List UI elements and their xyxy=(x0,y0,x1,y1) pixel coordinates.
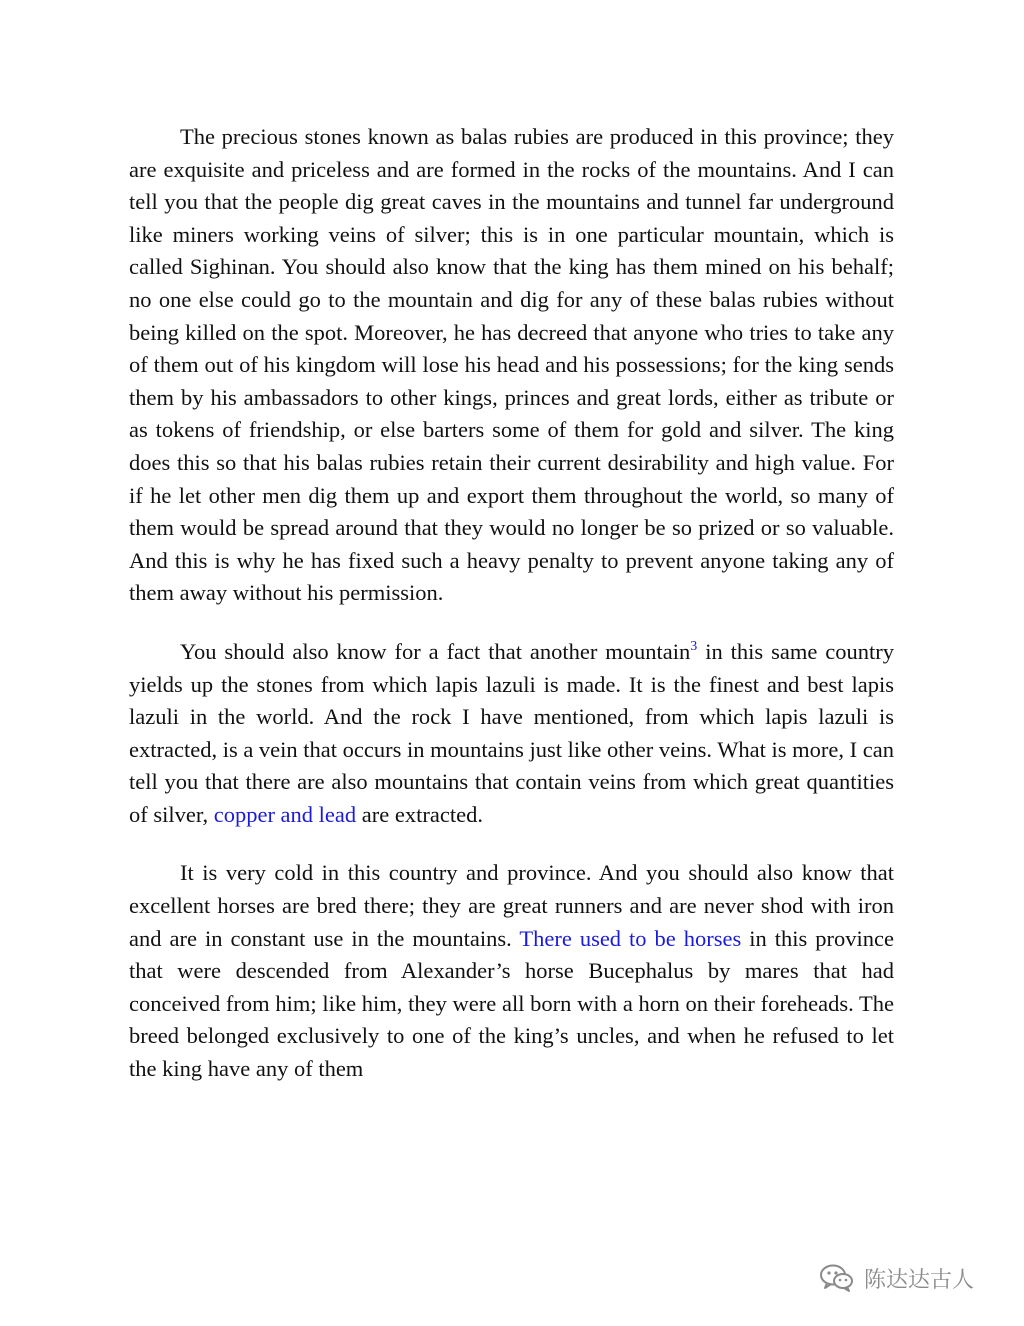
there-used-to-be-horses-link[interactable]: There used to be horses xyxy=(519,925,742,951)
watermark-text: 陈达达古人 xyxy=(864,1267,975,1293)
paragraph-lapis-lazuli xyxy=(129,636,894,832)
copper-and-lead-link[interactable]: copper and lead xyxy=(213,801,357,827)
paragraph-text: in this same country yields up the stones from which lapis lazuli is made. It is the finest and best lapis lazuli in the world. And the rock I have mentioned, from which lapis lazuli is extracted, is a vein that occurs in mountains just like other veins. What is more, I can tell you that there are also mountains that contain veins from which great quantities of silver, xyxy=(129,638,894,827)
document-page xyxy=(129,121,894,1112)
paragraph-text: are extracted. xyxy=(356,801,483,827)
paragraph-text: You should also know for a fact that another mountain xyxy=(180,638,691,664)
watermark xyxy=(818,1262,974,1294)
paragraph-horses xyxy=(129,857,894,1085)
paragraph-text: in this province that were descended from Alexander’s horse Bucephalus by mares that had conceived from him; like him, they were all born with a horn on their foreheads. The breed belonged exclusively to one of the king’s uncles, and when he refused to let the king have any of them xyxy=(129,925,894,1082)
paragraph-balas-rubies: The precious stones known as balas rubies are produced in this province; they are exquisite and priceless and are formed in the rocks of the mountains. And I can tell you that the people dig great caves in the mountains and tunnel far underground like miners working veins of silver; this is in one particular mountain, which is called Sighinan. You should also know that the king has them mined on his behalf; no one else could go to the mountain and dig for any of these balas rubies without being killed on the spot. Moreover, he has decreed that anyone who tries to take any of them out of his kingdom will lose his head and his possessions; for the king sends them by his ambassadors to other kings, princes and great lords, either as tribute or as tokens of friendship, or else barters some of them for gold and silver. The king does this so that his balas rubies retain their current desirability and high value. For if he let other men dig them up and export them throughout the world, so many of them would be spread around that they would no longer be so prized or so valuable. And this is why he has fixed such a heavy penalty to prevent anyone taking any of them away without his permission. xyxy=(129,124,894,606)
wechat-icon xyxy=(818,1262,856,1294)
paragraph-text: It is very cold in this country and province. And you should also know that excellent horses are bred there; they are great runners and are never shod with iron and are in constant use in the mountains. xyxy=(129,860,894,951)
footnote-marker[interactable]: 3 xyxy=(690,638,698,654)
